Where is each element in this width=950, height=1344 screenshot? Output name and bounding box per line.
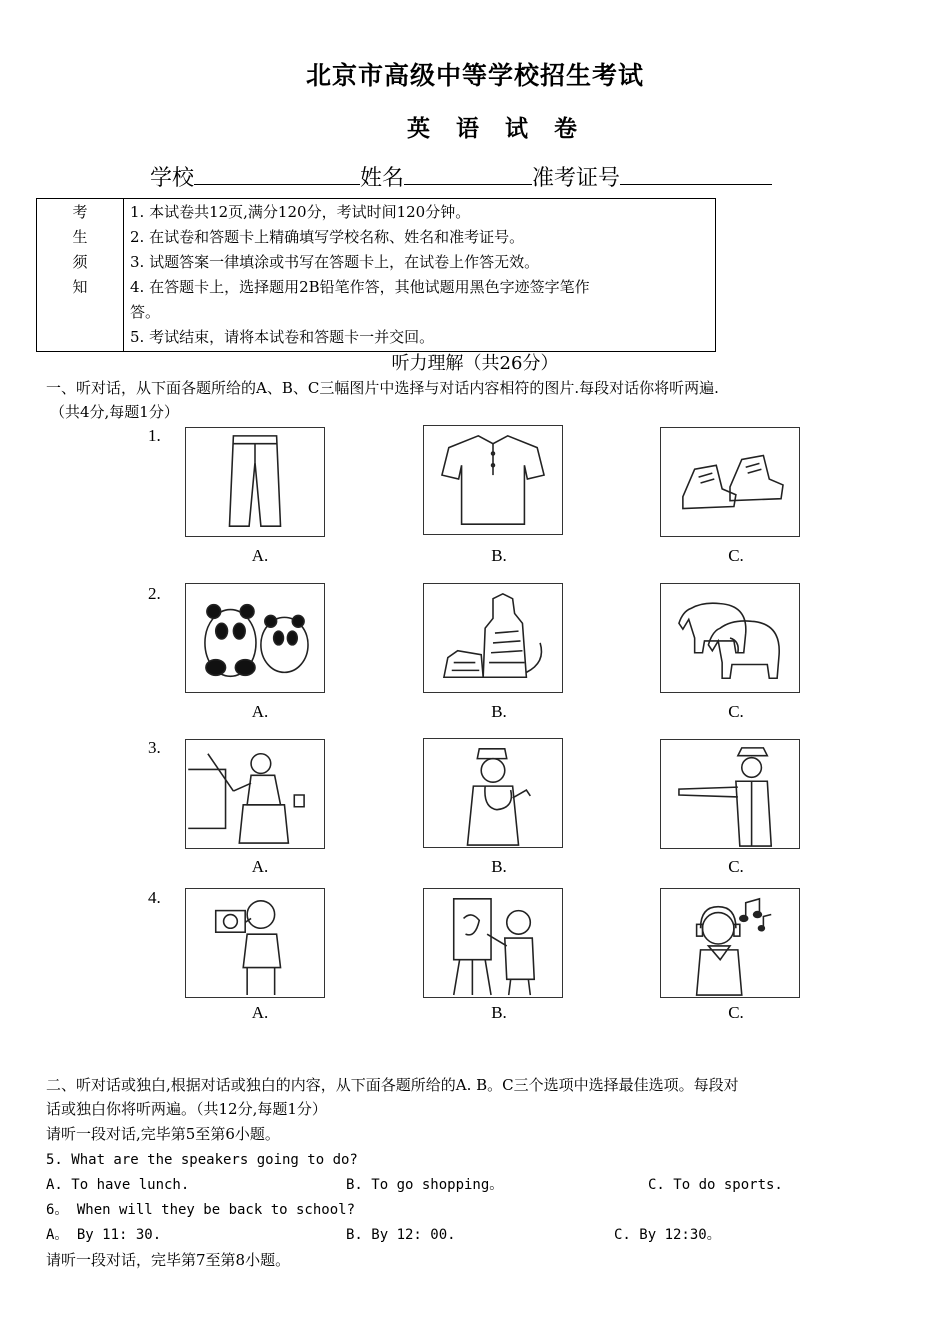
painter-icon xyxy=(424,889,562,997)
option-label: B. xyxy=(491,702,507,721)
option-picture[interactable] xyxy=(185,888,325,998)
notice-label-char: 知 xyxy=(72,278,88,296)
question-number: 3. xyxy=(148,738,161,757)
question-number: 1. xyxy=(148,426,161,445)
part2-instructions: 二、听对话或独白,根据对话或独白的内容，从下面各题所给的A. B。C三个选项中选择最佳选项。每段对 xyxy=(46,1076,739,1094)
notice-label-char: 须 xyxy=(72,253,88,271)
q5-option-a[interactable]: A. To have lunch. xyxy=(46,1177,190,1193)
option-picture[interactable] xyxy=(660,583,800,693)
option-picture[interactable] xyxy=(660,739,800,849)
notice-label xyxy=(37,199,124,352)
option-picture[interactable] xyxy=(423,583,563,693)
option-label: C. xyxy=(728,857,744,876)
q5-option-c[interactable]: C. To do sports. xyxy=(648,1177,783,1193)
option-picture[interactable] xyxy=(185,583,325,693)
instruction-q5-q6: 请听一段对话,完毕第5至第6小题。 xyxy=(46,1125,280,1143)
instruction-q7-q8: 请听一段对话，完毕第7至第8小题。 xyxy=(46,1251,291,1269)
notice-item: 3. 试题答案一律填涂或书写在答题卡上，在试卷上作答无效。 xyxy=(130,253,540,271)
tigers-icon xyxy=(424,584,562,692)
id-label: 准考证号 xyxy=(532,166,621,191)
option-label: B. xyxy=(491,857,507,876)
name-blank[interactable] xyxy=(404,160,532,185)
question-number: 2. xyxy=(148,584,161,603)
option-label: C. xyxy=(728,702,744,721)
option-picture[interactable] xyxy=(660,427,800,537)
option-label: A. xyxy=(251,1003,269,1022)
option-label: C. xyxy=(728,1003,744,1022)
sneakers-icon xyxy=(661,428,799,536)
doctor-icon xyxy=(424,739,562,847)
option-label: A. xyxy=(251,857,269,876)
option-label: A. xyxy=(251,546,269,565)
option-picture[interactable] xyxy=(423,425,563,535)
listening-section-title: 听力理解（共26分） xyxy=(391,353,559,374)
school-label: 学校 xyxy=(150,166,195,191)
notice-item: 2. 在试卷和答题卡上精确填写学校名称、姓名和准考证号。 xyxy=(130,228,525,246)
option-picture[interactable] xyxy=(185,427,325,537)
option-label: C. xyxy=(728,546,744,565)
notice-item: 4. 在答题卡上，选择题用2B铅笔作答，其他试题用黑色字迹签字笔作 xyxy=(130,278,590,296)
school-blank[interactable] xyxy=(194,160,360,185)
pandas-icon xyxy=(186,584,324,692)
option-picture[interactable] xyxy=(660,888,800,998)
q6-option-a[interactable]: A。 By 11: 30. xyxy=(46,1227,162,1243)
option-picture[interactable] xyxy=(423,738,563,848)
elephants-icon xyxy=(661,584,799,692)
teacher-icon xyxy=(186,740,324,848)
student-info-line xyxy=(150,160,772,192)
page-title: 北京市高级中等学校招生考试 xyxy=(305,61,644,90)
notice-label-char: 生 xyxy=(72,228,88,246)
photographer-icon xyxy=(186,889,324,997)
notice-item: 5. 考试结束，请将本试卷和答题卡一并交回。 xyxy=(130,328,435,346)
id-blank[interactable] xyxy=(620,160,772,185)
music-listener-icon xyxy=(661,889,799,997)
notice-label-char: 考 xyxy=(72,203,88,221)
part1-instructions: 一、听对话，从下面各题所给的A、B、C三幅图片中选择与对话内容相符的图片.每段对话你将听两遍. xyxy=(46,379,719,397)
option-label: B. xyxy=(491,546,507,565)
q6-option-c[interactable]: C. By 12:30。 xyxy=(614,1227,721,1243)
q5-option-b[interactable]: B. To go shopping。 xyxy=(346,1177,504,1193)
part1-score: （共4分,每题1分） xyxy=(50,403,179,421)
question-6: 6。 When will they be back to school? xyxy=(46,1202,356,1218)
name-label: 姓名 xyxy=(360,166,405,191)
shirt-icon xyxy=(424,426,562,534)
trousers-icon xyxy=(186,428,324,536)
notice-item: 答。 xyxy=(130,303,161,321)
police-officer-icon xyxy=(661,740,799,848)
part2-instructions-cont: 话或独白你将听两遍。（共12分,每题1分） xyxy=(46,1100,327,1118)
notice-table xyxy=(36,198,716,352)
notice-items xyxy=(124,199,716,352)
option-picture[interactable] xyxy=(423,888,563,998)
option-label: B. xyxy=(491,1003,507,1022)
option-picture[interactable] xyxy=(185,739,325,849)
question-number: 4. xyxy=(148,888,161,907)
page-subtitle: 英语试卷 xyxy=(407,116,603,142)
question-5: 5. What are the speakers going to do? xyxy=(46,1152,358,1168)
notice-item: 1. 本试卷共12页,满分120分，考试时间120分钟。 xyxy=(130,203,471,221)
option-label: A. xyxy=(251,702,269,721)
q6-option-b[interactable]: B. By 12: 00. xyxy=(346,1227,456,1243)
